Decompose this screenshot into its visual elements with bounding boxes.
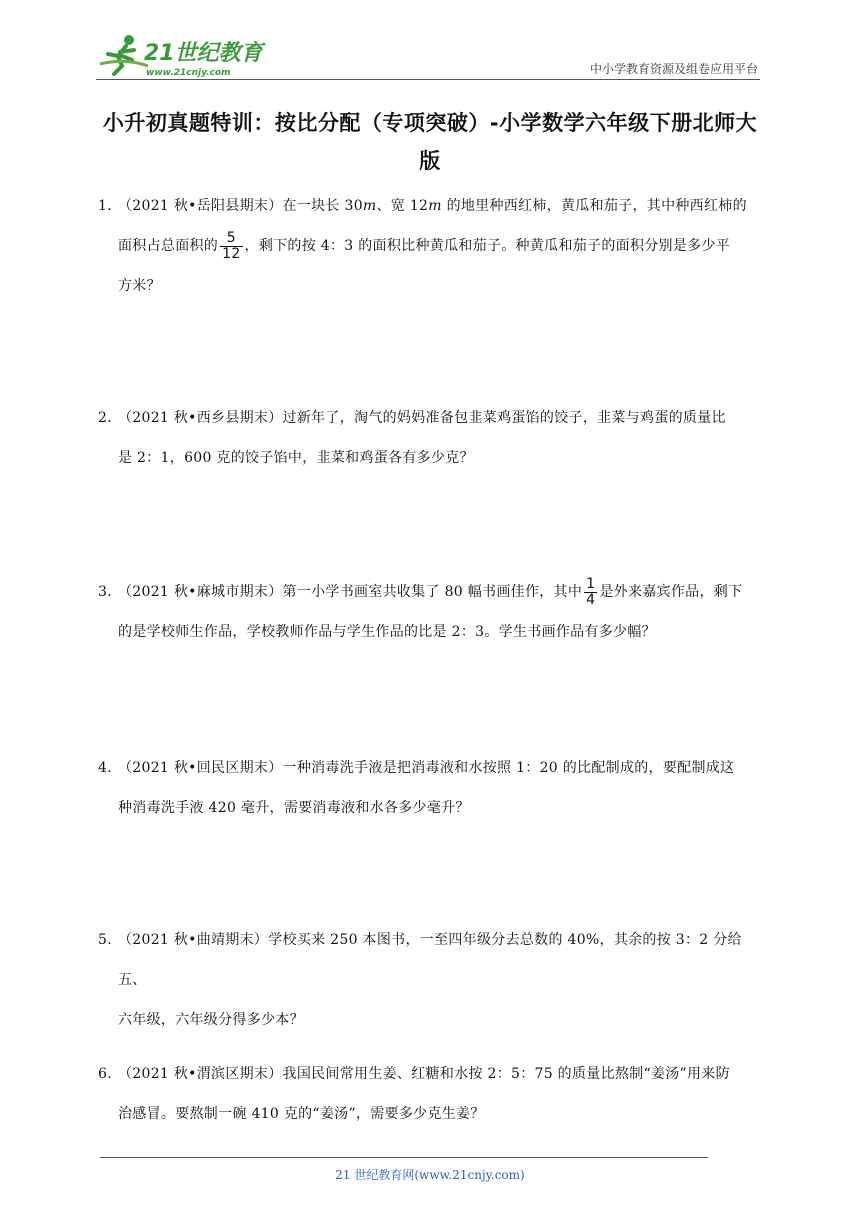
title-line-2: 版 bbox=[419, 149, 441, 173]
problem-number: 1． bbox=[98, 198, 122, 214]
problem-text: 是外来嘉宾作品，剩下 bbox=[599, 584, 743, 600]
logo-text: 21世纪教育 bbox=[144, 41, 263, 66]
problem-line: （2021 秋•西乡县期末）过新年了，淘气的妈妈准备包韭菜鸡蛋馅的饺子，韭菜与鸡蛋的质量比 bbox=[118, 410, 726, 426]
problem-6 bbox=[98, 1054, 764, 1134]
problem-line: （2021 秋•曲靖期末）学校买来 250 本图书，一至四年级分去总数的 40%，其余的按 3：2 分给五、 bbox=[118, 932, 742, 988]
problem-5 bbox=[98, 920, 764, 1040]
problem-number: 4． bbox=[98, 760, 122, 776]
page-title bbox=[96, 104, 764, 180]
footer-link[interactable]: 21 世纪教育网(www.21cnjy.com) bbox=[335, 1168, 525, 1182]
problem-number: 3． bbox=[98, 584, 122, 600]
problem-text: （2021 秋•岳阳县期末）在一块长 30 bbox=[118, 198, 363, 214]
footer-divider bbox=[100, 1157, 708, 1158]
problem-4 bbox=[98, 748, 764, 828]
problem-text: 的地里种西红柿，黄瓜和茄子，其中种西红柿的 bbox=[441, 198, 747, 214]
problem-number: 6． bbox=[98, 1066, 122, 1082]
problem-2 bbox=[98, 398, 764, 478]
problem-line bbox=[118, 186, 764, 226]
problem-3 bbox=[98, 572, 764, 652]
problem-line: 六年级，六年级分得多少本？ bbox=[118, 1012, 304, 1028]
problem-number: 2． bbox=[98, 410, 122, 426]
fraction-numerator: 5 bbox=[220, 231, 242, 247]
problem-line bbox=[118, 226, 764, 266]
site-logo[interactable] bbox=[96, 30, 266, 78]
fraction bbox=[220, 231, 242, 262]
problem-line bbox=[118, 572, 764, 612]
fraction-denominator: 12 bbox=[222, 245, 241, 262]
problem-line: 治感冒。要熬制一碗 410 克的“姜汤”，需要多少克生姜？ bbox=[118, 1106, 485, 1122]
fraction bbox=[584, 577, 597, 608]
title-line-1: 小升初真题特训：按比分配（专项突破）-小学数学六年级下册北师大 bbox=[102, 111, 758, 135]
unit-m: m bbox=[362, 198, 377, 214]
problem-line: 的是学校师生作品，学校教师作品与学生作品的比是 2：3。学生书画作品有多少幅？ bbox=[118, 624, 656, 640]
problem-line: （2021 秋•渭滨区期末）我国民间常用生姜、红糖和水按 2：5：75 的质量比熬制“姜汤”用来防 bbox=[118, 1066, 730, 1082]
unit-m: m bbox=[428, 198, 442, 214]
problem-text: ，剩下的按 4：3 的面积比种黄瓜和茄子。种黄瓜和茄子的面积分别是多少平 bbox=[244, 238, 731, 254]
runner-logo-icon bbox=[96, 30, 266, 78]
problem-1 bbox=[98, 186, 764, 306]
fraction-denominator: 4 bbox=[586, 591, 596, 608]
header-divider bbox=[96, 79, 760, 80]
problem-line: （2021 秋•回民区期末）一种消毒洗手液是把消毒液和水按照 1：20 的比配制成的，要配制成这 bbox=[118, 760, 735, 776]
problem-text: （2021 秋•麻城市期末）第一小学书画室共收集了 80 幅书画佳作，其中 bbox=[118, 584, 583, 600]
page-header bbox=[96, 30, 760, 82]
problem-line: 种消毒洗手液 420 毫升，需要消毒液和水各多少毫升？ bbox=[118, 800, 470, 816]
problem-text: 、宽 12 bbox=[376, 198, 429, 214]
logo-url: www.21cnjy.com bbox=[146, 68, 231, 78]
problem-line: 方米？ bbox=[118, 278, 161, 294]
fraction-numerator: 1 bbox=[586, 575, 596, 592]
platform-label: 中小学教育资源及组卷应用平台 bbox=[589, 62, 758, 76]
problem-text: 面积占总面积的 bbox=[118, 238, 219, 254]
problem-line: 是 2：1，600 克的饺子馅中，韭菜和鸡蛋各有多少克？ bbox=[118, 450, 474, 466]
problem-number: 5． bbox=[98, 932, 122, 948]
